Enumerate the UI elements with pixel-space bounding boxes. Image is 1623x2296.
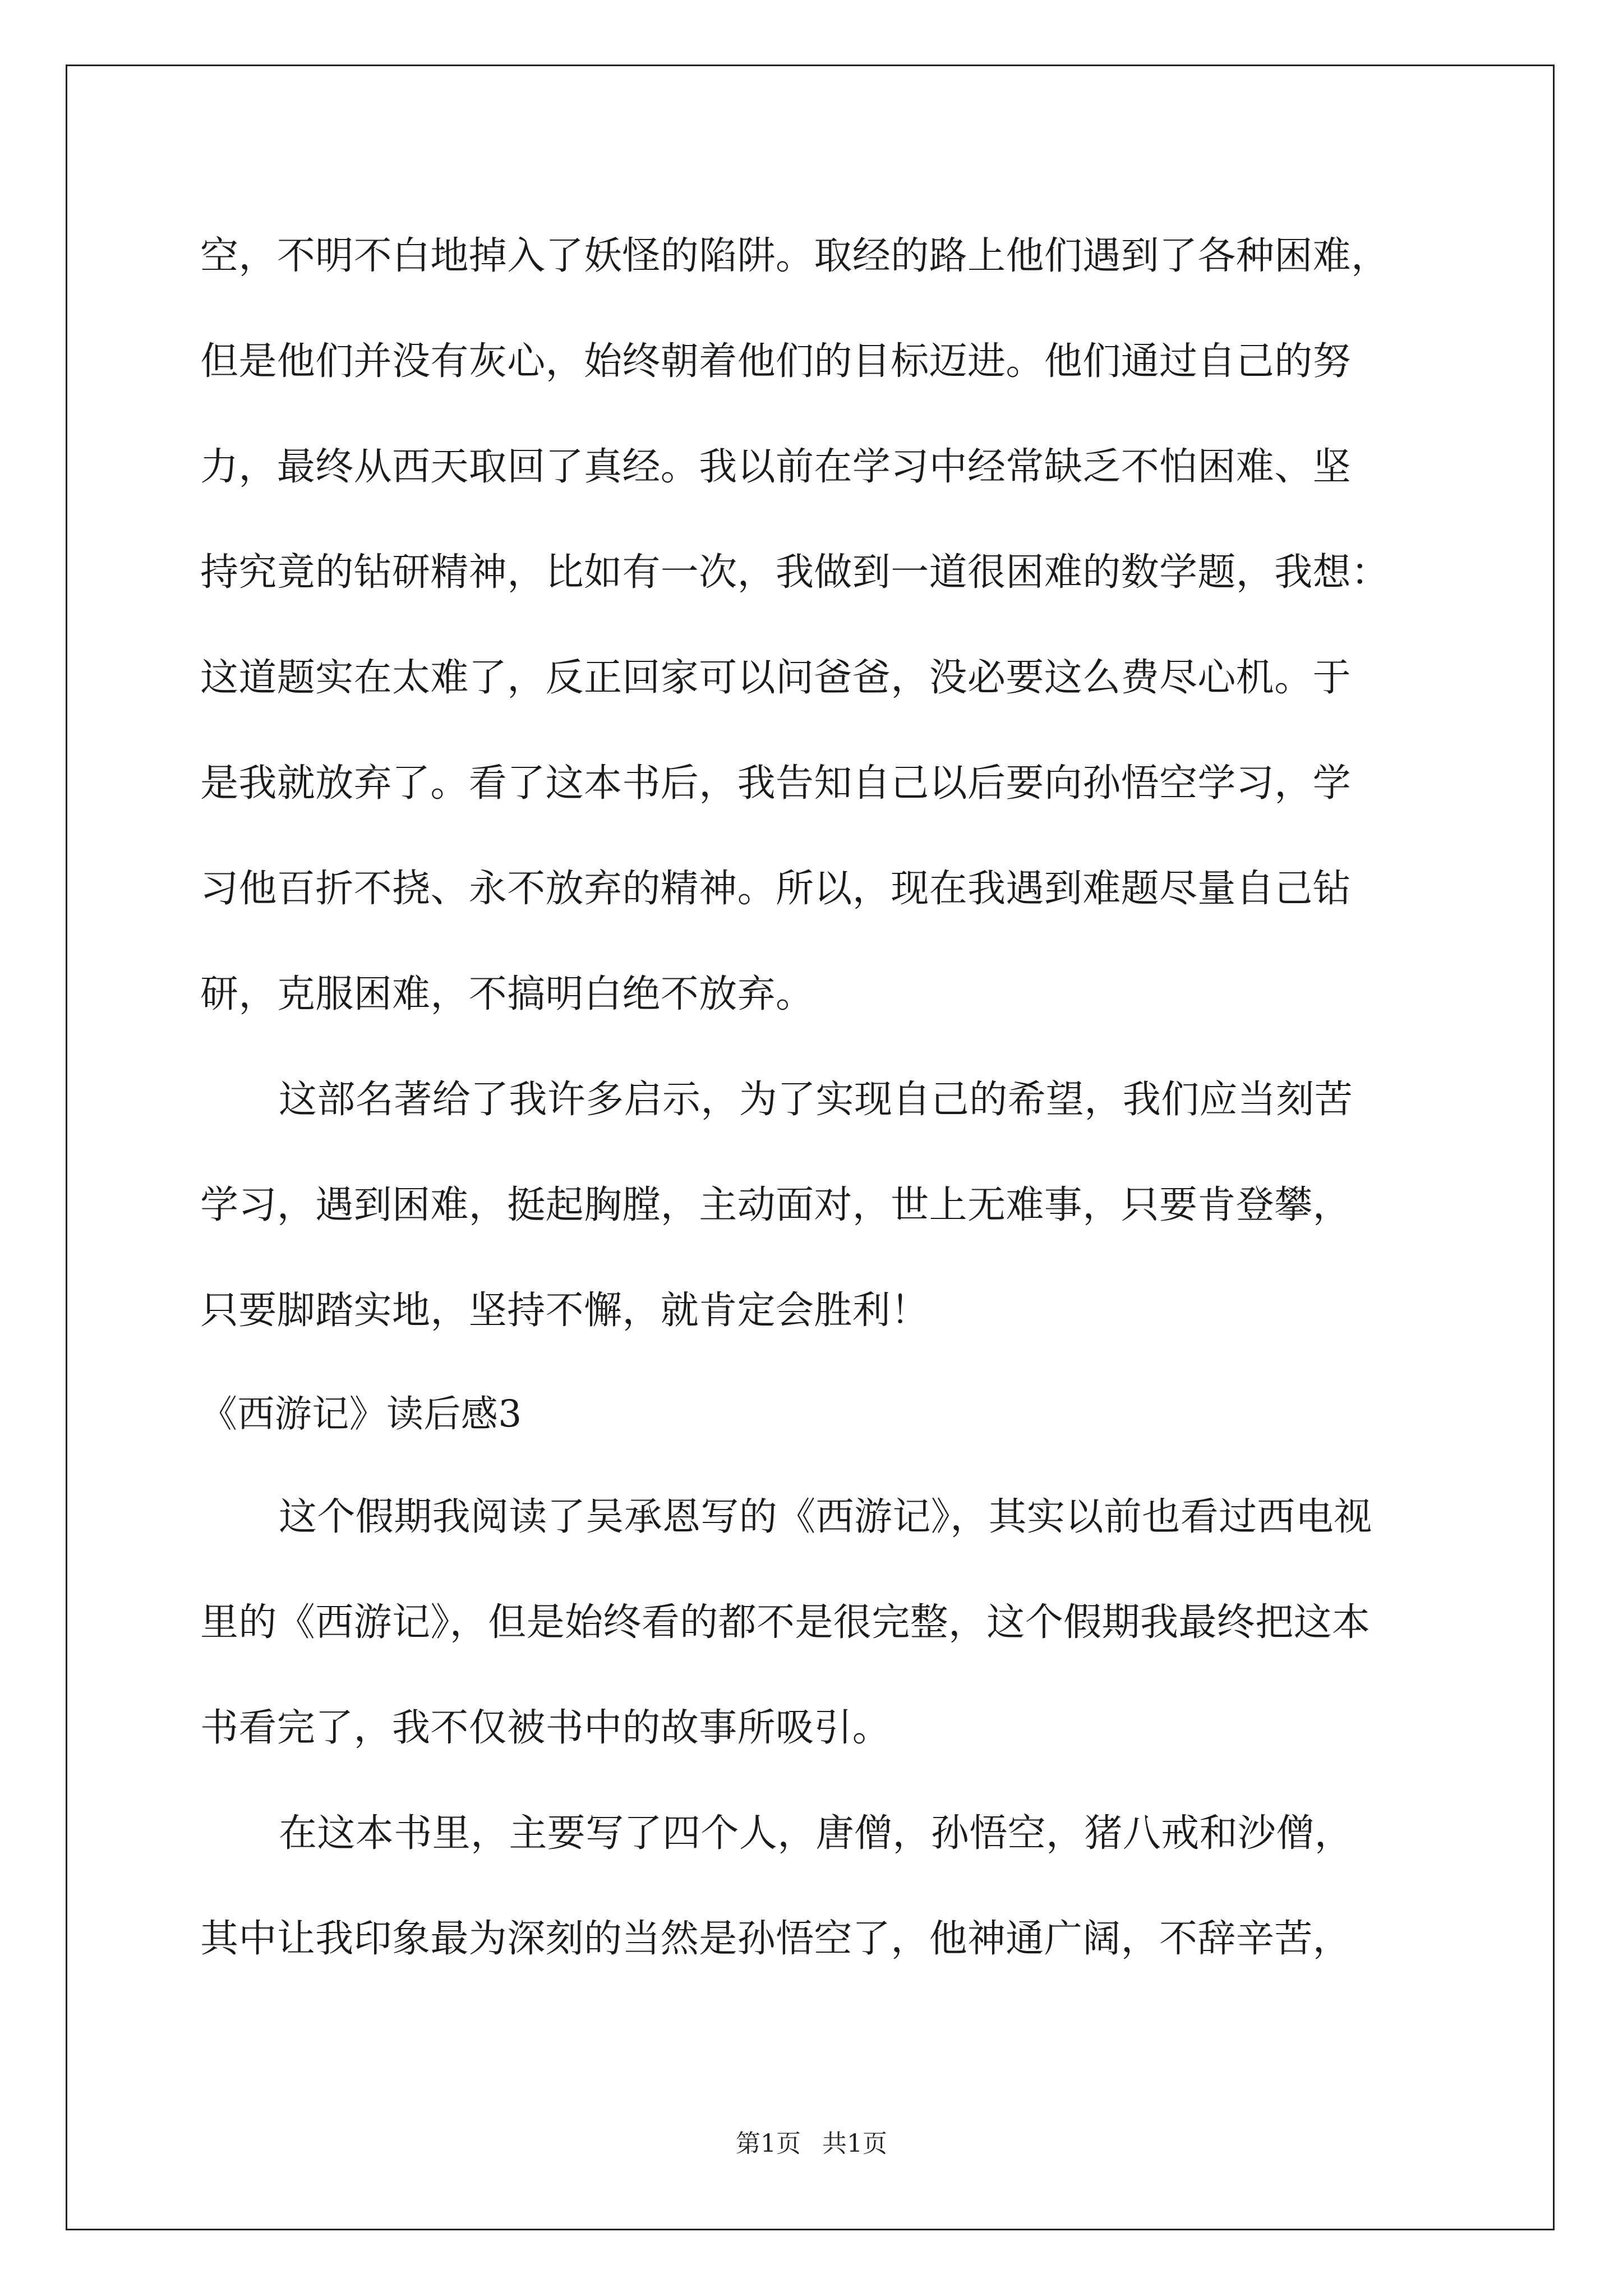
paragraph-start-line: 在这本书里，主要写了四个人，唐僧，孙悟空，猪八戒和沙僧， bbox=[279, 1811, 1353, 1856]
text-line: 学习，遇到困难，挺起胸膛，主动面对，世上无难事，只要肯登攀， bbox=[200, 1183, 1352, 1227]
page-footer bbox=[0, 2123, 1623, 2159]
text-line: 研，克服困难，不搞明白绝不放弃。 bbox=[200, 972, 814, 1016]
page-total: 共1页 bbox=[822, 2129, 887, 2158]
text-line: 持究竟的钻研精神，比如有一次，我做到一道很困难的数学题，我想： bbox=[200, 550, 1390, 595]
text-line: 习他百折不挠、永不放弃的精神。所以，现在我遇到难题尽量自己钻 bbox=[200, 867, 1352, 911]
text-line: 这道题实在太难了，反正回家可以问爸爸，没必要这么费尽心机。于 bbox=[200, 656, 1352, 700]
text-line: 里的《西游记》，但是始终看的都不是很完整，这个假期我最终把这本 bbox=[200, 1600, 1371, 1645]
section-heading: 《西游记》读后感3 bbox=[200, 1392, 522, 1435]
page-number: 第1页 bbox=[736, 2129, 801, 2158]
text-line: 只要脚踏实地，坚持不懈，就肯定会胜利！ bbox=[200, 1289, 929, 1333]
document-body bbox=[200, 204, 1428, 1992]
paragraph-start-line: 这个假期我阅读了吴承恩写的《西游记》，其实以前也看过西电视 bbox=[279, 1495, 1372, 1539]
text-line: 其中让我印象最为深刻的当然是孙悟空了，他神通广阔，不辞辛苦， bbox=[200, 1917, 1352, 1961]
text-line: 空，不明不白地掉入了妖怪的陷阱。取经的路上他们遇到了各种困难， bbox=[200, 234, 1390, 278]
paragraph-start-line: 这部名著给了我许多启示，为了实现自己的希望，我们应当刻苦 bbox=[279, 1078, 1353, 1122]
text-line: 但是他们并没有灰心，始终朝着他们的目标迈进。他们通过自己的努 bbox=[200, 339, 1352, 384]
text-line: 是我就放弃了。看了这本书后，我告知自己以后要向孙悟空学习，学 bbox=[200, 761, 1352, 806]
text-line: 力，最终从西天取回了真经。我以前在学习中经常缺乏不怕困难、坚 bbox=[200, 445, 1352, 489]
text-line: 书看完了，我不仅被书中的故事所吸引。 bbox=[200, 1706, 891, 1750]
